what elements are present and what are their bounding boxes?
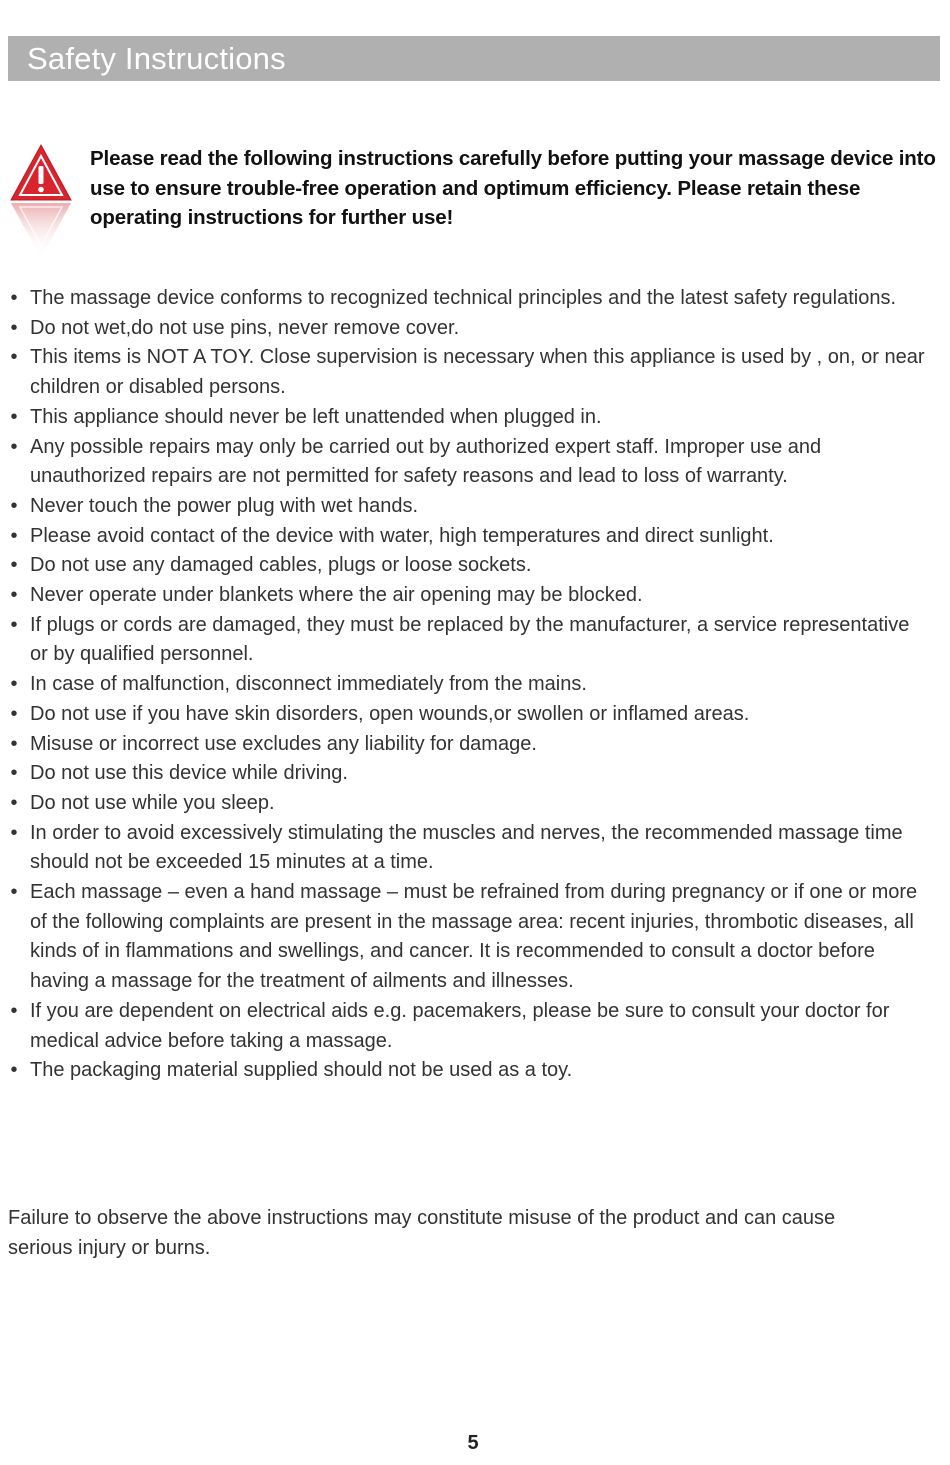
list-item: • In order to avoid excessively stimulating the muscles and nerves, the recommended massage time should not be exceeded 15 minutes at a time. bbox=[8, 819, 928, 878]
list-item: • Do not wet,do not use pins, never remove cover. bbox=[8, 314, 928, 344]
safety-bullet-list bbox=[8, 284, 928, 1086]
bullet-icon: • bbox=[10, 1059, 18, 1082]
list-item: • Each massage – even a hand massage – must be refrained from during pregnancy or if one or more of the following complaints are present in the massage area: recent injuries, thrombotic diseases, all kinds of in flammations and swellings, and cancer. It is recommended to consult a doctor before having a massage for the treatment of ailments and illnesses. bbox=[8, 878, 928, 997]
bullet-icon: • bbox=[10, 762, 18, 785]
bullet-icon: • bbox=[10, 821, 18, 844]
bullet-icon: • bbox=[10, 435, 18, 458]
failure-warning-note: Failure to observe the above instructions may constitute misuse of the product and can cause serious injury or burns. bbox=[8, 1207, 836, 1259]
bullet-icon: • bbox=[10, 732, 18, 755]
bullet-icon: • bbox=[10, 702, 18, 725]
bullet-icon: • bbox=[10, 494, 18, 517]
list-item: • The massage device conforms to recognized technical principles and the latest safety regulations. bbox=[8, 284, 928, 314]
list-item: • This appliance should never be left unattended when plugged in. bbox=[8, 403, 928, 433]
page-title: Safety Instructions bbox=[27, 41, 286, 76]
bullet-icon: • bbox=[10, 524, 18, 547]
bullet-icon: • bbox=[10, 613, 18, 636]
list-item: • Never operate under blankets where the air opening may be blocked. bbox=[8, 581, 928, 611]
warning-triangle-icon bbox=[8, 142, 74, 262]
list-item: • Do not use any damaged cables, plugs or loose sockets. bbox=[8, 551, 928, 581]
bullet-icon: • bbox=[10, 316, 18, 339]
bullet-icon: • bbox=[10, 346, 18, 369]
list-item: • Do not use while you sleep. bbox=[8, 789, 928, 819]
list-item: • Please avoid contact of the device with water, high temperatures and direct sunlight. bbox=[8, 522, 928, 552]
list-item: • This items is NOT A TOY. Close supervision is necessary when this appliance is used by , on, or near children or disabled persons. bbox=[8, 343, 928, 402]
bullet-icon: • bbox=[10, 405, 18, 428]
bullet-icon: • bbox=[10, 673, 18, 696]
list-item: • Do not use this device while driving. bbox=[8, 759, 928, 789]
list-item: • Never touch the power plug with wet hands. bbox=[8, 492, 928, 522]
intro-paragraph: Please read the following instructions carefully before putting your massage device into use to ensure trouble-free operation and optimum efficiency. Please retain these operating instructions for further use! bbox=[90, 147, 936, 229]
list-item: • If you are dependent on electrical aids e.g. pacemakers, please be sure to consult your doctor for medical advice before taking a massage. bbox=[8, 997, 928, 1056]
list-item: • Any possible repairs may only be carried out by authorized expert staff. Improper use and unauthorized repairs are not permitted for safety reasons and lead to loss of warranty. bbox=[8, 433, 928, 492]
section-title-bar bbox=[8, 36, 940, 81]
bullet-icon: • bbox=[10, 881, 18, 904]
list-item: • If plugs or cords are damaged, they must be replaced by the manufacturer, a service representative or by qualified personnel. bbox=[8, 611, 928, 670]
list-item: • The packaging material supplied should not be used as a toy. bbox=[8, 1056, 928, 1086]
bullet-icon: • bbox=[10, 584, 18, 607]
page-number: 5 bbox=[467, 1432, 479, 1454]
bullet-icon: • bbox=[10, 287, 18, 309]
list-item: • Misuse or incorrect use excludes any liability for damage. bbox=[8, 730, 928, 760]
list-item: • Do not use if you have skin disorders, open wounds,or swollen or inflamed areas. bbox=[8, 700, 928, 730]
bullet-icon: • bbox=[10, 554, 18, 577]
list-item: • In case of malfunction, disconnect immediately from the mains. bbox=[8, 670, 928, 700]
bullet-icon: • bbox=[10, 791, 18, 814]
bullet-icon: • bbox=[10, 999, 18, 1022]
